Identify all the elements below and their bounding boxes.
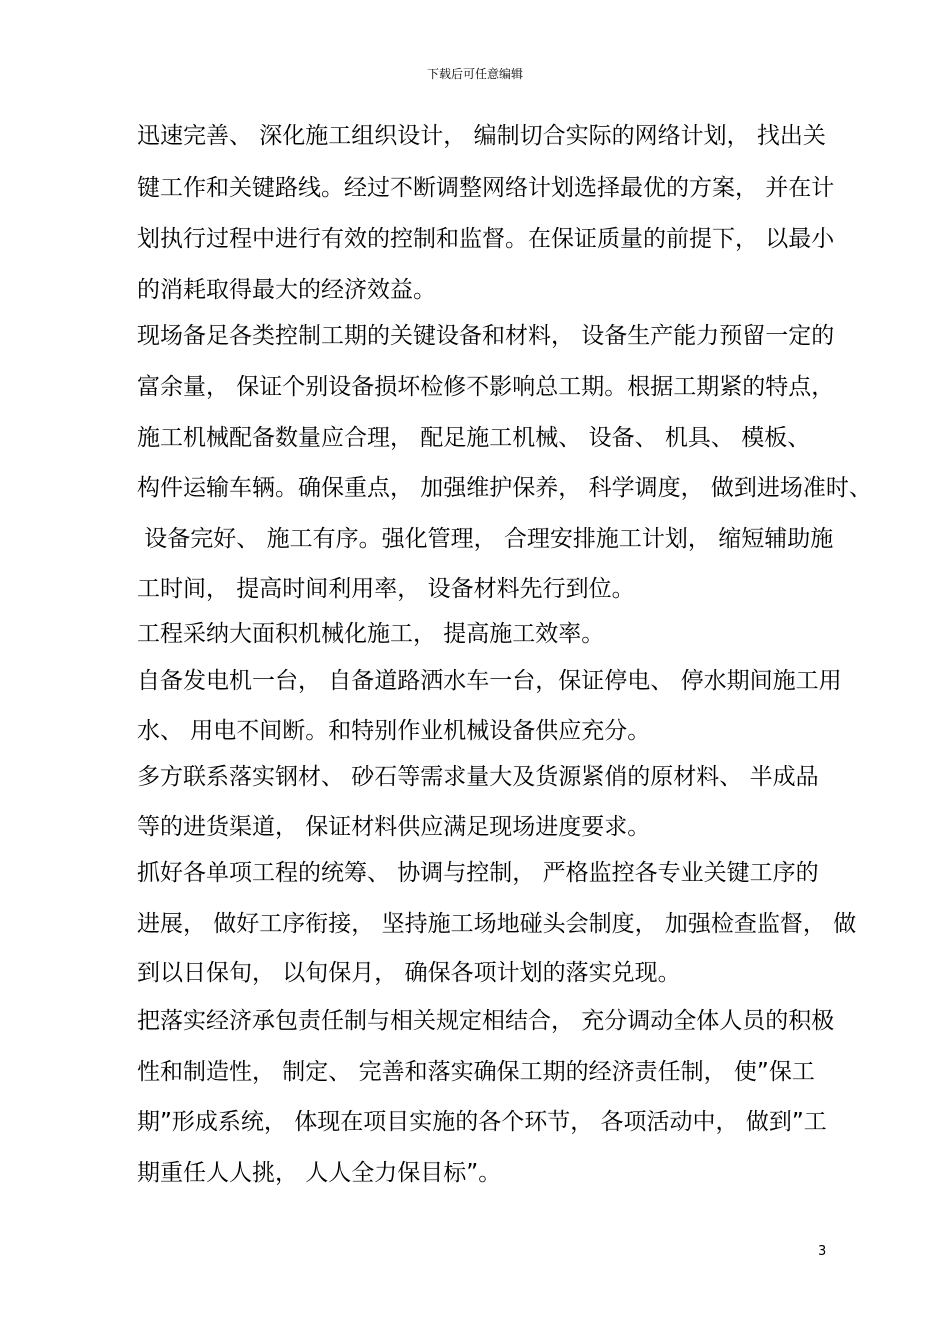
text-line: 期”形成系统， 体现在项目实施的各个环节， 各项活动中， 做到”工 bbox=[137, 1109, 827, 1135]
text-line: 自备发电机一台， 自备道路洒水车一台，保证停电、 停水期间施工用 bbox=[137, 668, 842, 694]
text-line: 等的进货渠道， 保证材料供应满足现场进度要求。 bbox=[137, 814, 651, 840]
text-line: 富余量， 保证个别设备损坏检修不影响总工期。根据工期紧的特点， bbox=[137, 374, 835, 400]
text-line: 期重任人人挑， 人人全力保目标”。 bbox=[137, 1160, 502, 1186]
text-line: 性和制造性， 制定、 完善和落实确保工期的经济责任制， 使”保工 bbox=[137, 1059, 815, 1085]
text-line: 设备完好、 施工有序。强化管理， 合理安排施工计划， 缩短辅助施 bbox=[137, 526, 834, 552]
text-line: 工程采纳大面积机械化施工， 提高施工效率。 bbox=[137, 621, 605, 647]
text-line: 划执行过程中进行有效的控制和监督。在保证质量的前提下， 以最小 bbox=[137, 226, 835, 252]
text-line: 抓好各单项工程的统筹、 协调与控制， 严格监控各专业关键工序的 bbox=[137, 860, 819, 886]
page-header: 下载后可任意编辑 bbox=[426, 67, 523, 81]
text-line: 进展， 做好工序衔接， 坚持施工场地碰头会制度， 加强检查监督， 做 bbox=[137, 911, 857, 937]
text-line: 现场备足各类控制工期的关键设备和材料， 设备生产能力预留一定的 bbox=[137, 323, 835, 349]
text-line: 键工作和关键路线。经过不断调整网络计划选择最优的方案， 并在计 bbox=[137, 175, 835, 201]
text-line: 多方联系落实钢材、 砂石等需求量大及货源紧俏的原材料、 半成品 bbox=[137, 764, 819, 790]
text-line: 施工机械配备数量应合理， 配足施工机械、 设备、 机具、 模板、 bbox=[137, 425, 811, 451]
text-line: 构件运输车辆。确保重点， 加强维护保养， 科学调度， 做到进场准时、 bbox=[137, 475, 872, 501]
text-line: 到以日保旬， 以旬保月， 确保各项计划的落实兑现。 bbox=[137, 960, 681, 986]
text-line: 水、 用电不间断。和特别作业机械设备供应充分。 bbox=[137, 718, 651, 744]
text-line: 的消耗取得最大的经济效益。 bbox=[137, 277, 436, 303]
text-line: 把落实经济承包责任制与相关规定相结合， 充分调动全体人员的积极 bbox=[137, 1008, 835, 1034]
text-line: 工时间， 提高时间利用率， 设备材料先行到位。 bbox=[137, 576, 635, 602]
text-line: 迅速完善、 深化施工组织设计， 编制切合实际的网络计划， 找出关 bbox=[137, 123, 826, 149]
page-number: 3 bbox=[818, 1244, 827, 1259]
